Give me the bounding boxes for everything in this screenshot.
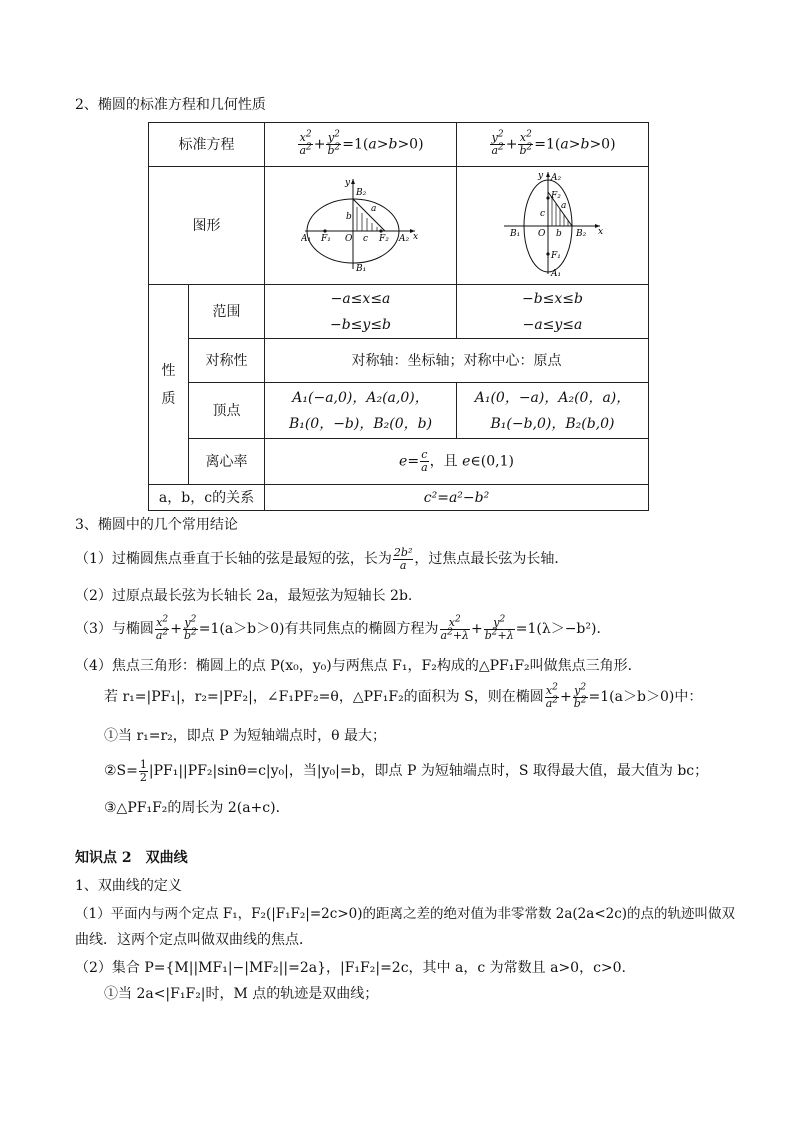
eq-vertical: $\frac{y^2}{a^2}$ + $\frac{x^2}{b^2}$ =1(a>b>0) bbox=[457, 123, 649, 167]
conclusion-item-2: （2）过原点最长弦为长轴长 2a，最短弦为短轴长 2b. bbox=[75, 588, 413, 604]
fig1-label-B2: B₂ bbox=[355, 187, 366, 198]
section-heading-ellipse-properties: 2、椭圆的标准方程和几何性质 bbox=[75, 97, 266, 113]
conclusion-item-4-condition: 若 r₁=|PF₁|，r₂=|PF₂|，∠F₁PF₂=θ，△PF₁F₂的面积为 S，则在椭圆 $\frac{x^2}{a^2}$ + $\frac{y^2}{b^2}$ =1(a＞b＞0)中： bbox=[104, 681, 703, 710]
conclusion-item-4-case-2: ②S= $\frac{1}{2}$ |PF₁||PF₂|sinθ=c|y₀|，当|y₀|=b，即点 P 为短轴端点时，S 取得最大值，最大值为 bc； bbox=[104, 757, 709, 784]
range-vertical: −b≤x≤b −a≤y≤a bbox=[457, 285, 649, 339]
symmetry-label: 对称性 bbox=[189, 339, 265, 383]
fig2-label-c: c bbox=[539, 208, 545, 219]
fig2-label-O: O bbox=[537, 228, 545, 239]
header-label: 标准方程 bbox=[149, 123, 265, 167]
fig2-label-F1: F₁ bbox=[550, 250, 561, 261]
fig2-label-y: y bbox=[537, 170, 543, 181]
vertex-vertical: A₁(0，−a)，A₂(0，a)， B₁(−b,0)，B₂(b,0) bbox=[457, 383, 649, 439]
fig1-label-B1: B₁ bbox=[355, 263, 366, 273]
horizontal-ellipse-diagram bbox=[301, 173, 421, 273]
conclusion-item-3: （3）与椭圆 $\frac{x^2}{a^2}$ + $\frac{y^2}{b^2}$ =1(a＞b＞0)有共同焦点的椭圆方程为 $\frac{x^2}{a^2+\lambda}$ + $\frac{y^2}{b^2+\lambda}$ =1(λ＞−b²)． bbox=[75, 613, 611, 642]
fig1-label-F1: F₁ bbox=[320, 233, 331, 244]
eccentricity-value: e= $\frac{c}{a}$ ，且 e∈(0,1) bbox=[265, 439, 649, 485]
conclusion-item-4: （4）焦点三角形：椭圆上的点 P(x₀，y₀)与两焦点 F₁，F₂构成的△PF₁F₂叫做焦点三角形． bbox=[75, 658, 642, 674]
fig2-label-A1: A₁ bbox=[550, 268, 561, 278]
vertex-label: 顶点 bbox=[189, 383, 265, 439]
knowledge-point-2-heading: 知识点 2 双曲线 bbox=[75, 850, 188, 866]
eq-horizontal: $\frac{x^2}{a^2}$ + $\frac{y^2}{b^2}$ =1(a>b>0) bbox=[265, 123, 457, 167]
eccentricity-label: 离心率 bbox=[189, 439, 265, 485]
figure-label: 图形 bbox=[149, 167, 265, 285]
conclusion-item-1: （1）过椭圆焦点垂直于长轴的弦是最短的弦，长为 $\frac{\text{2b²}}{a}$ ，过焦点最长弦为长轴． bbox=[75, 545, 569, 572]
fig2-label-x: x bbox=[597, 226, 603, 237]
fig1-label-A1: A₁ bbox=[300, 233, 311, 244]
hyperbola-definition-p1-line2: 曲线．这两个定点叫做双曲线的焦点． bbox=[75, 932, 313, 948]
fig1-label-A2: A₂ bbox=[398, 233, 409, 244]
fig1-label-c: c bbox=[362, 233, 368, 244]
fig1-label-y: y bbox=[344, 177, 350, 188]
fig1-label-x: x bbox=[412, 231, 418, 242]
figure-horizontal-ellipse bbox=[265, 167, 457, 285]
fig2-label-F2: F₂ bbox=[550, 190, 561, 201]
fig2-label-B1: B₁ bbox=[509, 228, 520, 239]
vertex-horizontal: A₁(−a,0)，A₂(a,0)， B₁(0，−b)，B₂(0，b) bbox=[265, 383, 457, 439]
conclusion-item-4-case-1: ①当 r₁=r₂，即点 P 为短轴端点时，θ 最大； bbox=[104, 728, 386, 744]
relation-label: a，b，c的关系 bbox=[149, 485, 265, 511]
figure-vertical-ellipse bbox=[457, 167, 649, 285]
hyperbola-definition-heading: 1、双曲线的定义 bbox=[75, 878, 182, 894]
fig2-label-a: a bbox=[560, 200, 566, 211]
fig1-label-O: O bbox=[344, 233, 352, 244]
conclusion-item-4-case-3: ③△PF₁F₂的周长为 2(a+c)． bbox=[104, 800, 290, 816]
vertical-ellipse-diagram bbox=[498, 168, 608, 278]
fig1-label-F2: F₂ bbox=[378, 233, 389, 244]
fig2-label-b: b bbox=[555, 228, 562, 239]
hyperbola-definition-p2-case-1: ①当 2a<|F₁F₂|时，M 点的轨迹是双曲线； bbox=[104, 986, 379, 1002]
range-horizontal: −a≤x≤a −b≤y≤b bbox=[265, 285, 457, 339]
fig2-label-A2: A₂ bbox=[550, 172, 561, 183]
symmetry-value: 对称轴：坐标轴；对称中心：原点 bbox=[265, 339, 649, 383]
hyperbola-definition-p2: （2）集合 P={M||MF₁|−|MF₂||=2a}，|F₁F₂|=2c，其中 a，c 为常数且 a>0，c>0. bbox=[75, 960, 627, 976]
fig1-label-a: a bbox=[370, 203, 376, 214]
section-heading-common-conclusions: 3、椭圆中的几个常用结论 bbox=[75, 517, 238, 533]
ellipse-properties-table bbox=[148, 122, 649, 511]
relation-value: c²=a²−b² bbox=[265, 485, 649, 511]
property-group-label: 性质 bbox=[149, 285, 189, 485]
fig2-label-B2: B₂ bbox=[575, 228, 586, 239]
range-label: 范围 bbox=[189, 285, 265, 339]
hyperbola-definition-p1-line1: （1）平面内与两个定点 F₁，F₂(|F₁F₂|=2c>0)的距离之差的绝对值为非零常数 2a(2a<2c)的点的轨迹叫做双 bbox=[75, 906, 736, 922]
fig1-label-b: b bbox=[345, 211, 352, 222]
